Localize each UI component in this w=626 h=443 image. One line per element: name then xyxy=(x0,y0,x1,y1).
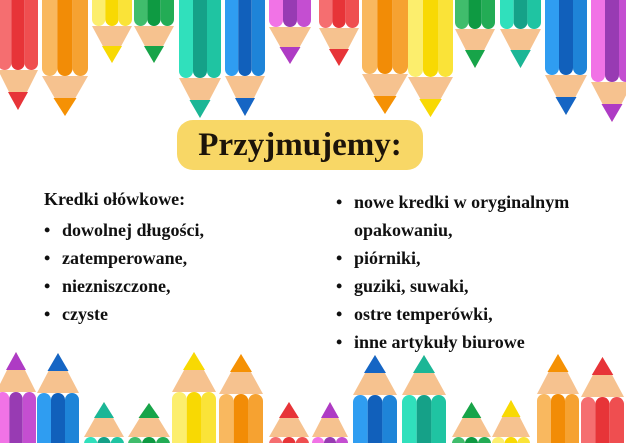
list-item-label: piórniki, xyxy=(354,248,421,268)
list-item xyxy=(44,300,294,328)
left-column-heading: Kredki ołówkowe: xyxy=(44,189,186,209)
bullet-icon: • xyxy=(336,192,343,212)
left-column xyxy=(44,186,294,328)
pencil-icon xyxy=(42,0,88,116)
pencil-icon xyxy=(492,400,530,443)
list-item xyxy=(44,216,294,244)
pencil-icon xyxy=(545,0,587,115)
list-item xyxy=(44,244,294,272)
bottom-pencil-border xyxy=(0,348,626,443)
bullet-icon: • xyxy=(336,248,343,268)
list-item xyxy=(336,328,602,356)
list-item xyxy=(336,300,602,328)
pencil-icon xyxy=(0,0,38,110)
pencil-icon xyxy=(92,0,132,63)
list-item-label: niezniszczone, xyxy=(62,276,171,296)
right-column xyxy=(336,188,602,356)
left-column-list xyxy=(44,216,294,328)
pencil-icon xyxy=(362,0,408,114)
pencil-icon xyxy=(179,0,221,118)
right-column-list xyxy=(336,188,602,356)
pencil-icon xyxy=(269,0,311,64)
page-title: Przyjmujemy: xyxy=(198,126,402,163)
pencil-icon xyxy=(500,0,541,68)
bullet-icon: • xyxy=(336,304,343,324)
bullet-icon: • xyxy=(44,304,51,324)
pencil-icon xyxy=(225,0,265,116)
pencil-icon xyxy=(312,402,348,443)
pencil-icon xyxy=(408,0,453,117)
pencil-icon xyxy=(128,403,170,443)
title-banner xyxy=(177,120,423,170)
pencil-icon xyxy=(452,402,491,443)
pencil-icon xyxy=(0,352,36,443)
pencil-icon xyxy=(353,355,397,443)
list-item-label: dowolnej długości, xyxy=(62,220,205,240)
list-item-label: guziki, suwaki, xyxy=(354,276,469,296)
pencil-icon xyxy=(84,402,124,443)
list-item-label: czyste xyxy=(62,304,108,324)
pencil-icon xyxy=(219,354,263,443)
list-item-label: zatemperowane, xyxy=(62,248,188,268)
pencil-icon xyxy=(581,357,624,443)
pencil-icon xyxy=(537,354,579,443)
list-item-label: ostre temperówki, xyxy=(354,304,493,324)
list-item-label: inne artykuły biurowe xyxy=(354,332,525,352)
pencil-icon xyxy=(37,353,79,443)
bullet-icon: • xyxy=(336,332,343,352)
pencil-icon xyxy=(591,0,626,122)
list-item xyxy=(336,272,602,300)
pencil-icon xyxy=(319,0,359,66)
pencil-icon xyxy=(455,0,495,68)
pencil-icon xyxy=(402,355,446,443)
list-item xyxy=(336,244,602,272)
list-item xyxy=(44,272,294,300)
bullet-icon: • xyxy=(336,276,343,296)
pencil-icon xyxy=(134,0,174,63)
bullet-icon: • xyxy=(44,248,51,268)
bullet-icon: • xyxy=(44,220,51,240)
pencil-icon xyxy=(172,352,216,443)
list-item-label: nowe kredki w oryginalnym opakowaniu, xyxy=(354,192,570,240)
bullet-icon: • xyxy=(44,276,51,296)
pencil-icon xyxy=(269,402,309,443)
top-pencil-border xyxy=(0,0,626,125)
list-item xyxy=(336,188,602,244)
